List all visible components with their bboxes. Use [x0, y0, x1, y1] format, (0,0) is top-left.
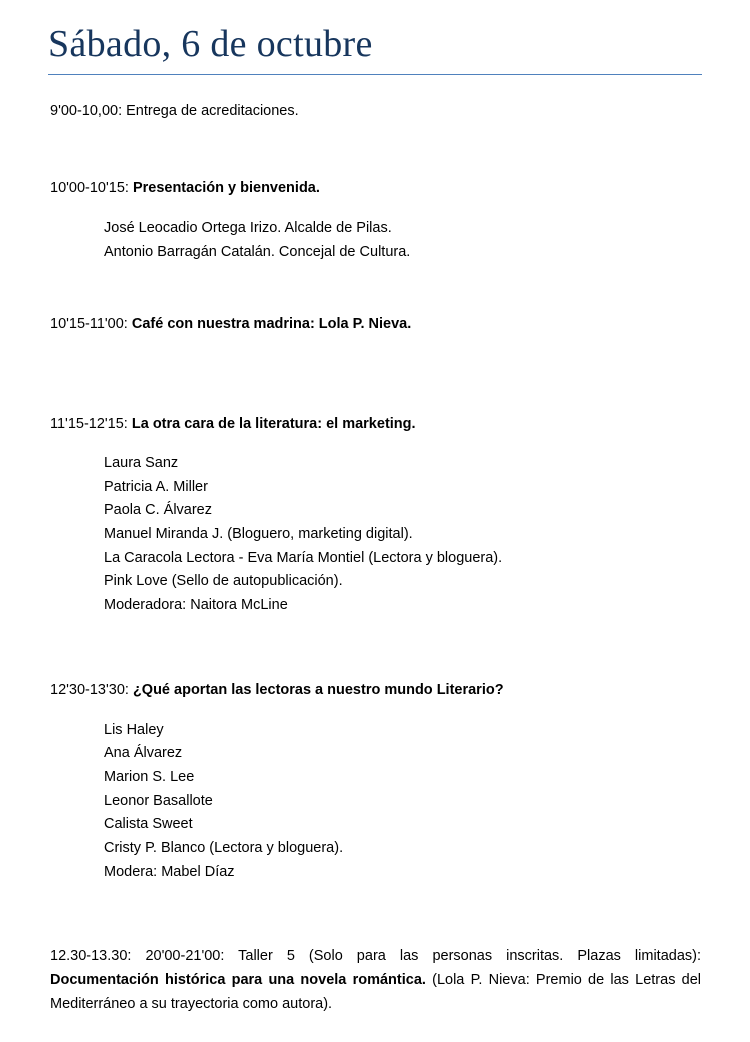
session-4-person: Laura Sanz: [104, 455, 179, 471]
session-5-person: Marion S. Lee: [104, 769, 195, 785]
session-6-lead: 12.30-13.30: 20'00-21'00: Taller 5 (Solo para las personas inscritas. Plazas limitadas):: [50, 948, 701, 964]
session-5-person: Cristy P. Blanco (Lectora y bloguera).: [104, 840, 344, 856]
page-title: Sábado, 6 de octubre: [48, 23, 373, 65]
session-4-moderator: Moderadora: Naitora McLine: [104, 597, 288, 613]
session-2: [50, 178, 320, 198]
session-2-title: Presentación y bienvenida.: [132, 180, 320, 196]
session-4-title: La otra cara de la literatura: el marketing.: [131, 416, 416, 432]
title-divider: [48, 74, 702, 75]
session-4-time: 11'15-12'15:: [50, 416, 132, 432]
session-1-time: 9'00-10,00:: [50, 103, 127, 119]
session-2-time: 10'00-10'15:: [50, 180, 133, 196]
session-5-moderator: Modera: Mabel Díaz: [104, 864, 235, 880]
session-4: [50, 414, 416, 434]
session-3: [50, 314, 411, 334]
session-5-time: 12'30-13'30:: [50, 682, 133, 698]
session-1-text: Entrega de acreditaciones.: [126, 103, 299, 119]
session-2-person: José Leocadio Ortega Irizo. Alcalde de Pilas.: [104, 220, 392, 236]
session-6-paragraph: [50, 944, 701, 1016]
session-4-person: Pink Love (Sello de autopublicación).: [104, 573, 343, 589]
session-6-title: Documentación histórica para una novela romántica.: [50, 972, 426, 988]
session-6-tail: (Lola P. Nieva: Premio de las Letras del Mediterráneo a su trayectoria como autora).: [50, 972, 701, 1012]
session-4-person: Manuel Miranda J. (Bloguero, marketing digital).: [104, 526, 413, 542]
session-5-person: Leonor Basallote: [104, 793, 213, 809]
session-5-person: Ana Álvarez: [104, 745, 183, 761]
session-4-person: Patricia A. Miller: [104, 479, 208, 495]
session-2-person: Antonio Barragán Catalán. Concejal de Cultura.: [104, 244, 411, 260]
session-5-person: Calista Sweet: [104, 816, 193, 832]
session-5-title: ¿Qué aportan las lectoras a nuestro mundo Literario?: [132, 682, 504, 698]
session-5: [50, 680, 504, 700]
session-4-person: La Caracola Lectora - Eva María Montiel (Lectora y bloguera).: [104, 550, 503, 566]
session-4-person: Paola C. Álvarez: [104, 502, 212, 518]
session-3-time: 10'15-11'00:: [50, 316, 132, 332]
session-1: [50, 101, 299, 121]
session-5-person: Lis Haley: [104, 722, 164, 738]
session-3-title: Café con nuestra madrina: Lola P. Nieva.: [131, 316, 412, 332]
